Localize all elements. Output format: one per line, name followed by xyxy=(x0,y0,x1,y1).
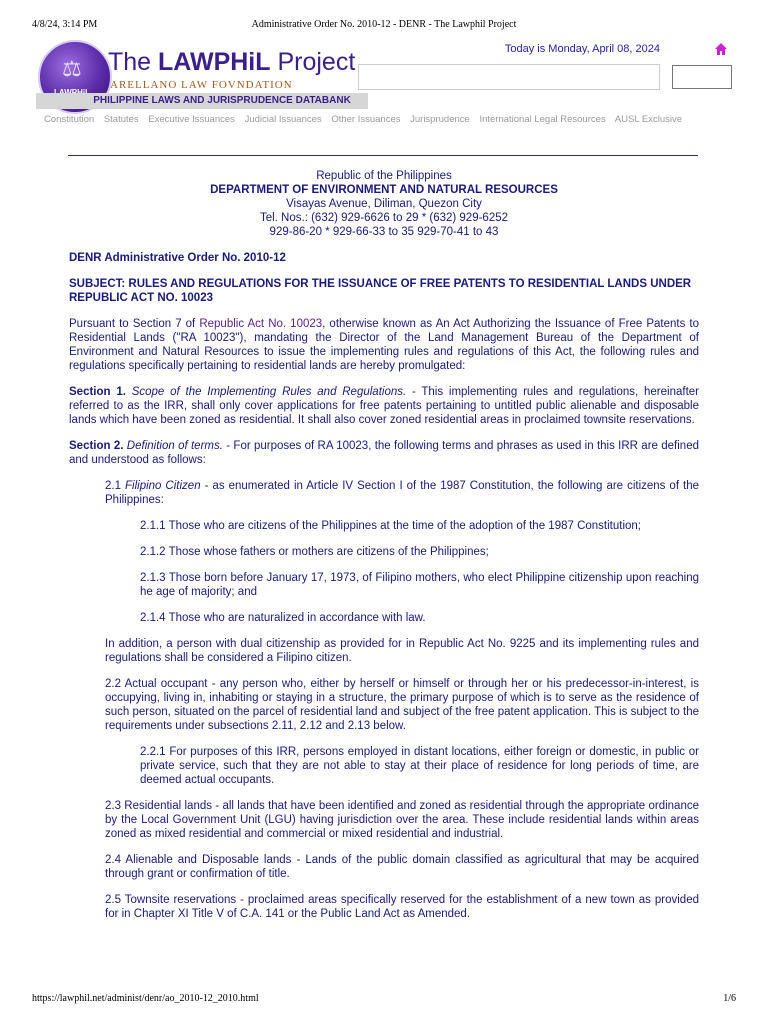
main-nav xyxy=(44,114,744,125)
definition-2-2-1: 2.2.1 For purposes of this IRR, persons employed in distant locations, either foreign or domestic, in public or private service, such that they are not able to stay at their place of residence for long periods of time, are deemed actual occupants. xyxy=(140,746,699,786)
subject: SUBJECT: RULES AND REGULATIONS FOR THE ISSUANCE OF FREE PATENTS TO RESIDENTIAL LANDS UNDER REPUBLIC ACT NO. 10023 xyxy=(69,278,692,304)
section-2: Section 2. Definition of terms. - For purposes of RA 10023, the following terms and phrases as used in this IRR are defined and understood as follows: xyxy=(69,440,699,466)
print-footer xyxy=(32,993,736,1007)
divider xyxy=(68,155,698,156)
search-input[interactable] xyxy=(358,64,660,90)
definition-2-1-3: 2.1.3 Those born before January 17, 1973, of Filipino mothers, who elect Philippine citizenship upon reaching he age of majority; and xyxy=(140,572,699,598)
nav-international-legal-resources[interactable]: International Legal Resources xyxy=(479,114,606,125)
section-1: Section 1. Scope of the Implementing Rules and Regulations. - This implementing rules and regulations, hereinafter referred to as the IRR, shall only cover applications for free patents pertaining to untitled public alienable and disposable lands which have been zoned as residential. It shall also cover zoned residential areas in proclaimed townsite reservations. xyxy=(69,386,699,426)
nav-ausl-exclusive[interactable]: AUSL Exclusive xyxy=(614,114,683,125)
print-doc-title: Administrative Order No. 2010-12 - DENR - The Lawphil Project xyxy=(251,19,517,30)
today-date: Today is Monday, April 08, 2024 xyxy=(504,43,660,55)
home-icon[interactable] xyxy=(714,42,728,56)
definition-2-1-2: 2.1.2 Those whose fathers or mothers are citizens of the Philippines; xyxy=(140,546,489,558)
lawphil-seal-icon: ⚖ xyxy=(38,40,112,114)
dual-citizenship-paragraph: In addition, a person with dual citizenship as provided for in Republic Act No. 9225 and its implementing rules and regulations shall be considered a Filipino citizen. xyxy=(105,638,699,664)
site-tagline: PHILIPPINE LAWS AND JURISPRUDENCE DATABANK xyxy=(36,93,368,109)
nav-jurisprudence[interactable]: Jurisprudence xyxy=(410,114,470,125)
republic-line: Republic of the Philippines xyxy=(316,170,452,182)
site-subtitle: ARELLANO LAW FOVNDATION xyxy=(110,79,293,91)
order-number: DENR Administrative Order No. 2010-12 xyxy=(69,252,286,264)
nav-statutes[interactable]: Statutes xyxy=(103,114,139,125)
definition-2-1-4: 2.1.4 Those who are naturalized in accordance with law. xyxy=(140,612,426,624)
definition-2-3: 2.3 Residential lands - all lands that have been identified and zoned as residential through the appropriate ordinance by the Local Government Unit (LGU) having jurisdiction over the area. These include residential lands within areas zoned as mixed residential and commercial or mixed residential and industrial. xyxy=(105,800,699,840)
department-name: DEPARTMENT OF ENVIRONMENT AND NATURAL RESOURCES xyxy=(210,184,558,196)
document-body xyxy=(69,169,699,933)
tel-line-2: 929-86-20 * 929-66-33 to 35 929-70-41 to 43 xyxy=(269,226,499,238)
tel-line-1: Tel. Nos.: (632) 929-6626 to 29 * (632) 929-6252 xyxy=(259,212,509,224)
site-logo[interactable] xyxy=(36,38,366,114)
intro-paragraph: Pursuant to Section 7 of Republic Act No. 10023, otherwise known as An Act Authorizing the Issuance of Free Patents to Residential Lands ("RA 10023"), mandating the Director of the Land Management Bureau of the Department of Environment and Natural Resources to issue the implementing rules and regulations of this Act, the following rules and regulations specifically pertaining to residential lands are hereby promulgated: xyxy=(69,318,699,372)
definition-2-4: 2.4 Alienable and Disposable lands - Lands of the public domain classified as agricultural that may be acquired through grant or confirmation of title. xyxy=(105,854,699,880)
site-title: The LAWPHiL Project xyxy=(108,48,356,76)
address-line: Visayas Avenue, Diliman, Quezon City xyxy=(286,198,482,210)
print-header xyxy=(32,19,736,33)
definition-2-1-1: 2.1.1 Those who are citizens of the Philippines at the time of the adoption of the 1987 Constitution; xyxy=(140,520,641,532)
ra-10023-link[interactable]: Republic Act No. 10023 xyxy=(199,318,323,330)
letterhead xyxy=(69,169,699,239)
nav-constitution[interactable]: Constitution xyxy=(44,114,95,125)
print-url: https://lawphil.net/administ/denr/ao_2010-12_2010.html xyxy=(32,993,259,1004)
print-datetime: 4/8/24, 3:14 PM xyxy=(32,19,98,30)
search-button[interactable] xyxy=(672,65,732,89)
definition-2-2: 2.2 Actual occupant - any person who, either by herself or himself or through her or his predecessor-in-interest, is occupying, living in, inhabiting or staying in a structure, the primary purpose of which is to serve as the residence of such person, situated on the parcel of residential land and subject of the free patent application. This is subject to the requirements under subsections 2.11, 2.12 and 2.13 below. xyxy=(105,678,699,732)
definition-2-1: 2.1 Filipino Citizen - as enumerated in Article IV Section I of the 1987 Constitution, the following are citizens of the Philippines: xyxy=(105,480,700,506)
print-page-number: 1/6 xyxy=(723,993,736,1004)
nav-executive-issuances[interactable]: Executive Issuances xyxy=(148,114,235,125)
nav-judicial-issuances[interactable]: Judicial Issuances xyxy=(244,114,322,125)
nav-other-issuances[interactable]: Other Issuances xyxy=(331,114,401,125)
definition-2-5: 2.5 Townsite reservations - proclaimed areas specifically reserved for the establishment of a new town as provided for in Chapter XI Title V of C.A. 141 or the Public Land Act as Amended. xyxy=(105,894,699,920)
